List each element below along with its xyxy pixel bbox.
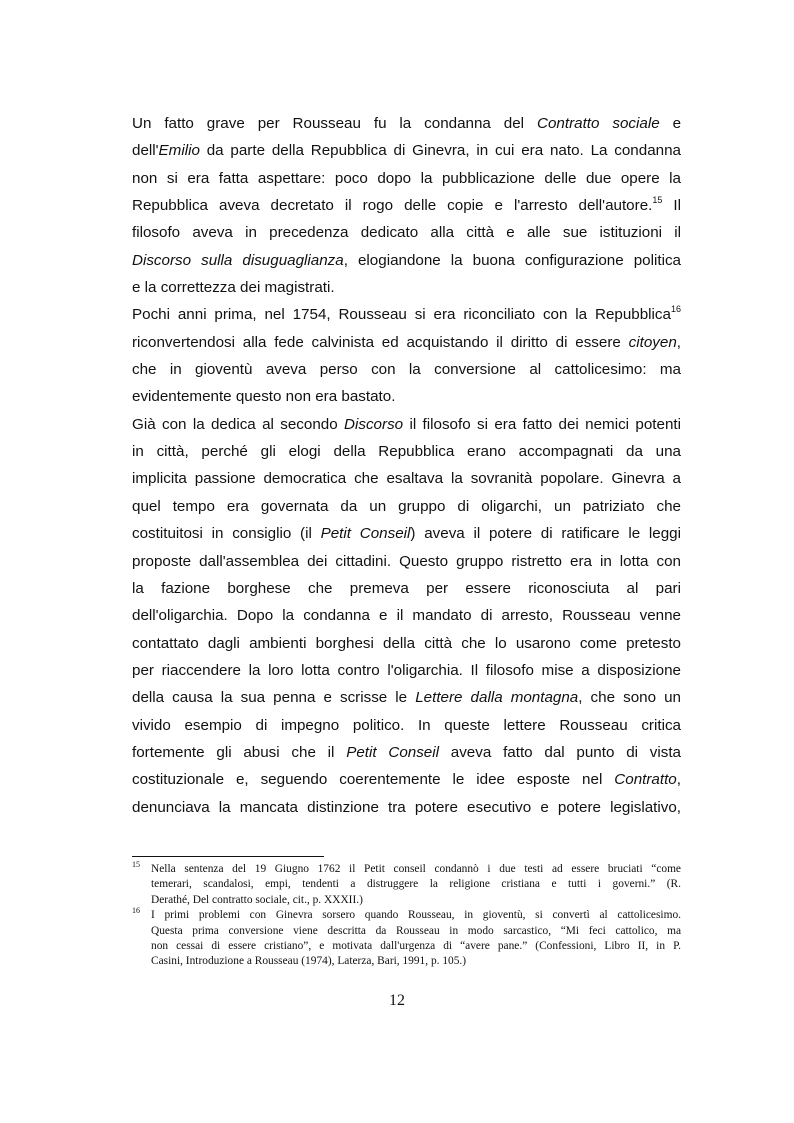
footnote-line: Casini, Introduzione a Rousseau (1974), Laterza, Bari, 1991, p. 105.) — [151, 955, 467, 968]
body-text — [132, 110, 681, 821]
body-line — [132, 520, 681, 547]
footnote-line: Derathé, Del contratto sociale, cit., p. XXXII.) — [151, 893, 363, 906]
body-line — [132, 110, 681, 137]
body-line — [132, 575, 681, 602]
italic-title: Lettere dalla montagna — [415, 689, 579, 707]
body-line — [132, 165, 681, 192]
body-line — [132, 684, 681, 711]
page-number: 12 — [389, 992, 405, 1009]
body-line — [132, 274, 681, 301]
text-run: quel tempo era governata da un gruppo di oligarchi, un patriziato che — [132, 497, 681, 515]
text-run: in città, perché gli elogi della Repubblica erano accompagnati da una — [132, 443, 681, 461]
text-run: il filosofo si era fatto dei nemici potenti — [403, 415, 681, 433]
footnote-line: I primi problemi con Ginevra sorsero quando Rousseau, in gioventù, si convertì al cattolicesimo. — [151, 909, 681, 922]
body-line — [132, 301, 681, 328]
body-line — [132, 411, 681, 438]
italic-title: Petit Conseil — [320, 525, 411, 543]
body-line — [132, 657, 681, 684]
text-run: non si era fatta aspettare: poco dopo la pubblicazione delle due opere la — [132, 169, 681, 187]
footnote-line: Nella sentenza del 19 Giugno 1762 il Petit conseil condannò i due testi ad essere bruciati “come — [151, 863, 681, 875]
text-run: , — [676, 333, 681, 351]
italic-title: citoyen — [628, 333, 677, 351]
footnote-number: 15 — [132, 860, 140, 869]
body-line — [132, 739, 681, 766]
text-run: aveva fatto dal punto di vista — [439, 743, 681, 761]
text-run: evidentemente questo non era bastato. — [132, 388, 396, 406]
text-run: implicita passione democratica che esaltava la sovranità popolare. Ginevra a — [132, 470, 681, 488]
italic-title: Discorso sulla disuguaglianza — [132, 251, 344, 269]
italic-title: Petit Conseil — [346, 743, 439, 761]
italic-title: Discorso — [344, 415, 404, 433]
text-run: proposte dall'assemblea dei cittadini. Questo gruppo ristretto era in lotta con — [132, 552, 681, 570]
body-line — [132, 602, 681, 629]
body-line — [132, 548, 681, 575]
body-line — [132, 329, 681, 356]
text-run: Già con la dedica al secondo — [132, 415, 345, 433]
footnote-separator — [132, 856, 324, 857]
text-run: , elogiandone la buona configurazione politica — [343, 251, 681, 269]
text-run: vivido esempio di impegno politico. In queste lettere Rousseau critica — [132, 716, 681, 734]
text-run: per riaccendere la loro lotta contro l'oligarchia. Il filosofo mise a disposizione — [132, 661, 681, 679]
italic-title: Emilio — [158, 142, 200, 160]
text-run: ) aveva il potere di ratificare le leggi — [410, 525, 681, 543]
body-line — [132, 247, 681, 274]
text-run: Pochi anni prima, nel 1754, Rousseau si era riconciliato con la Repubblica — [132, 306, 671, 324]
text-run: della causa la sua penna e scrisse le — [132, 689, 416, 707]
body-line — [132, 137, 681, 164]
text-run: Repubblica aveva decretato il rogo delle copie e l'arresto dell'autore. — [132, 197, 653, 215]
text-run: Un fatto grave per Rousseau fu la condanna del — [132, 115, 537, 132]
text-run: dell' — [132, 142, 159, 160]
text-run: dell'oligarchia. Dopo la condanna e il mandato di arresto, Rousseau venne — [132, 607, 681, 625]
text-run: denunciava la mancata distinzione tra potere esecutivo e potere legislativo, — [132, 798, 681, 816]
footnote-line: non cessai di essere cristiano”, e motivata dall'urgenza di “avere pane.” (Confessioni, Libro II, in P. — [151, 939, 681, 952]
footnotes — [132, 862, 681, 970]
footnote-line: Questa prima conversione viene descritta da Rousseau in modo sarcastico, “Mi feci cattolico, ma — [151, 924, 681, 937]
text-run: costituzionale e, seguendo coerentemente le idee esposte nel — [132, 771, 615, 789]
text-run: , che sono un — [578, 689, 681, 707]
text-run: la fazione borghese che premeva per essere riconosciuta al pari — [132, 579, 681, 597]
body-line — [132, 493, 681, 520]
body-line — [132, 465, 681, 492]
body-line — [132, 219, 681, 246]
body-line — [132, 438, 681, 465]
footnote — [132, 862, 681, 908]
footnote-number: 16 — [132, 906, 140, 916]
footnote-reference: 16 — [670, 304, 681, 315]
text-run: e — [659, 115, 681, 132]
text-run: fortemente gli abusi che il — [132, 743, 347, 761]
text-run: da parte della Repubblica di Ginevra, in cui era nato. La condanna — [199, 142, 681, 160]
body-line — [132, 192, 681, 219]
text-run: filosofo aveva in precedenza dedicato alla città e alle sue istituzioni il — [132, 224, 681, 242]
footnote-line: temerari, scandalosi, empi, tendenti a distruggere la religione cristiana e tutti i governi.” (R. — [151, 878, 681, 891]
text-run: e la correttezza dei magistrati. — [132, 279, 335, 297]
body-line — [132, 794, 681, 821]
body-line — [132, 766, 681, 793]
body-line — [132, 383, 681, 410]
text-run: , — [676, 771, 681, 789]
italic-title: Contratto — [614, 771, 677, 789]
body-line — [132, 630, 681, 657]
text-run: che in gioventù aveva perso con la conversione al cattolicesimo: ma — [132, 361, 681, 379]
italic-title: Contratto sociale — [536, 115, 660, 132]
body-line — [132, 356, 681, 383]
text-run: Il — [662, 197, 681, 215]
text-run: contattato dagli ambienti borghesi della città che lo usarono come pretesto — [132, 634, 681, 652]
text-run: costituitosi in consiglio (il — [132, 525, 321, 543]
body-line — [132, 712, 681, 739]
footnote-reference: 15 — [652, 195, 663, 206]
footnote — [132, 908, 681, 970]
text-run: riconvertendosi alla fede calvinista ed acquistando il diritto di essere — [132, 333, 629, 351]
